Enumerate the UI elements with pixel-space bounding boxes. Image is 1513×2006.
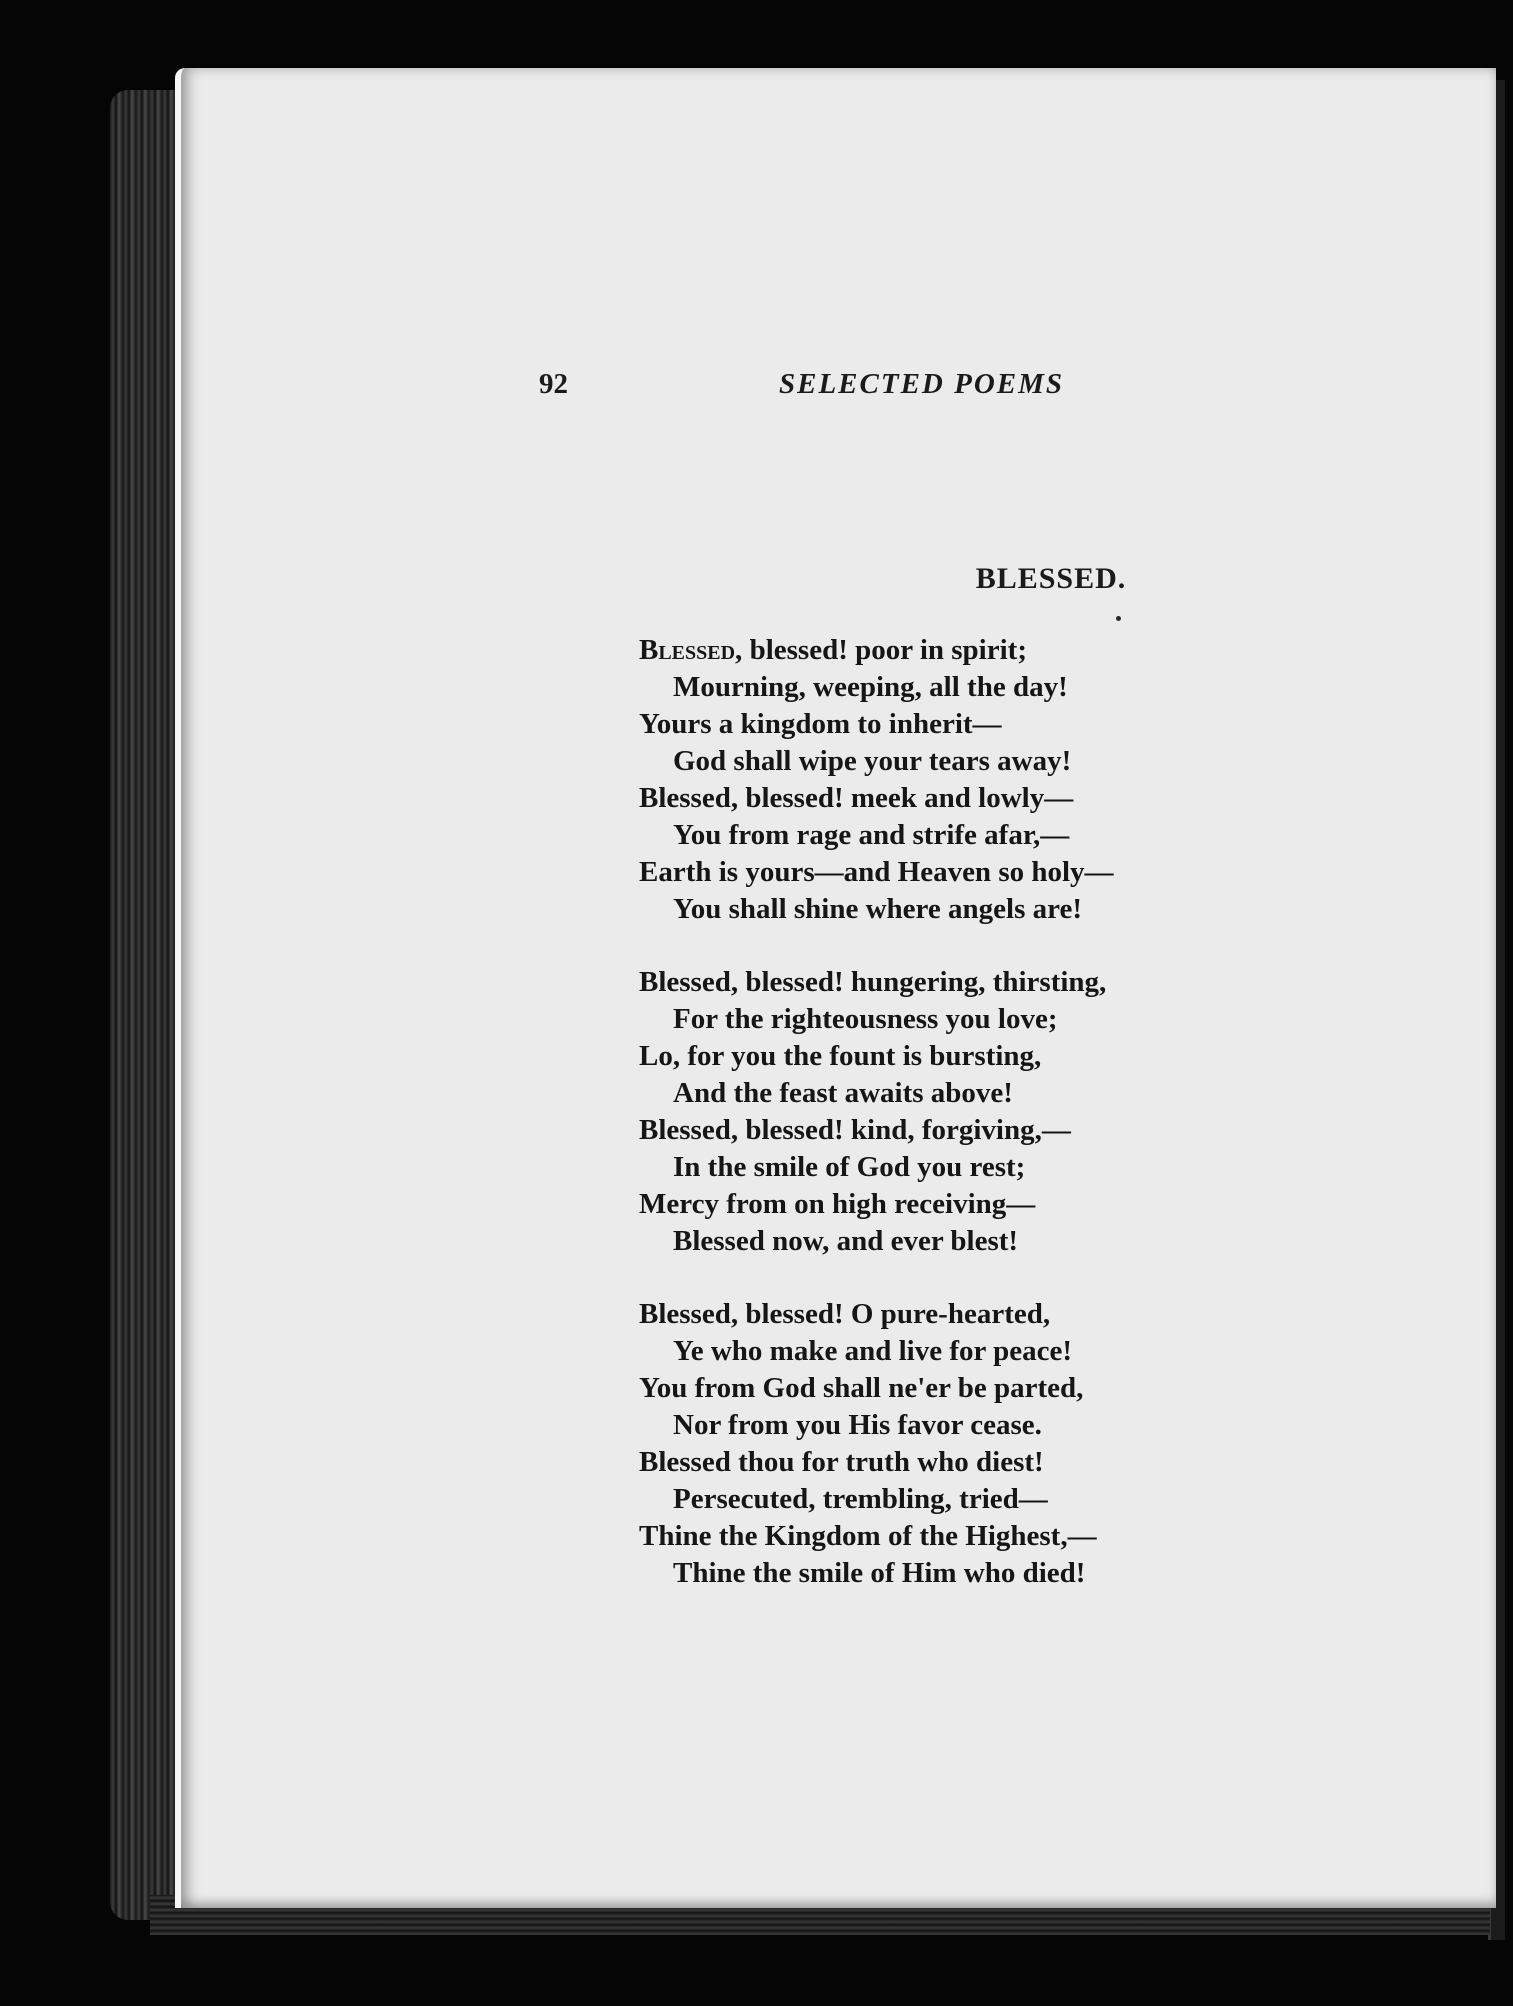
poem-line: Ye who make and live for peace!	[673, 1335, 1072, 1367]
poem-line: Blessed, blessed! kind, forgiving,—	[639, 1114, 1071, 1146]
poem-line: Mercy from on high receiving—	[639, 1188, 1036, 1220]
poem-line: Blessed now, and ever blest!	[673, 1225, 1019, 1257]
opening-word: Blessed,	[639, 634, 743, 666]
poem-line-text: blessed! poor in spirit;	[742, 634, 1027, 666]
poem-body	[639, 632, 1399, 1628]
poem-line: God shall wipe your tears away!	[673, 745, 1072, 777]
poem-line: You shall shine where angels are!	[673, 893, 1082, 925]
poem-line: Yours a kingdom to inherit—	[639, 708, 1002, 740]
stanza	[639, 632, 1399, 928]
poem-title: BLESSED.	[975, 562, 1127, 595]
running-head	[181, 368, 1496, 408]
book-title: SELECTED POEMS	[779, 368, 1065, 400]
poem-line: You from God shall ne'er be parted,	[639, 1372, 1084, 1404]
poem-line: You from rage and strife afar,—	[673, 819, 1070, 851]
poem-line: And the feast awaits above!	[673, 1077, 1013, 1109]
poem-line: Blessed, blessed! meek and lowly—	[639, 782, 1074, 814]
poem-line: Mourning, weeping, all the day!	[673, 671, 1068, 703]
stanza	[639, 964, 1399, 1260]
poem-line: Persecuted, trembling, tried—	[673, 1483, 1048, 1515]
poem-line: Earth is yours—and Heaven so holy—	[639, 856, 1114, 888]
poem-line: For the righteousness you love;	[673, 1003, 1058, 1035]
poem-line: Thine the smile of Him who died!	[673, 1557, 1086, 1589]
page	[175, 68, 1496, 1908]
page-number: 92	[539, 368, 568, 400]
poem-line	[639, 632, 1399, 669]
poem-line: Thine the Kingdom of the Highest,—	[639, 1520, 1097, 1552]
poem-line: Blessed thou for truth who diest!	[639, 1446, 1044, 1478]
poem-line: Nor from you His favor cease.	[673, 1409, 1042, 1441]
poem-line: Blessed, blessed! O pure-hearted,	[639, 1298, 1051, 1330]
poem-line: Blessed, blessed! hungering, thirsting,	[639, 966, 1107, 998]
poem-line: In the smile of God you rest;	[673, 1151, 1026, 1183]
poem-line: Lo, for you the fount is bursting,	[639, 1040, 1042, 1072]
stanza	[639, 1296, 1399, 1592]
ink-dot	[1116, 616, 1121, 621]
